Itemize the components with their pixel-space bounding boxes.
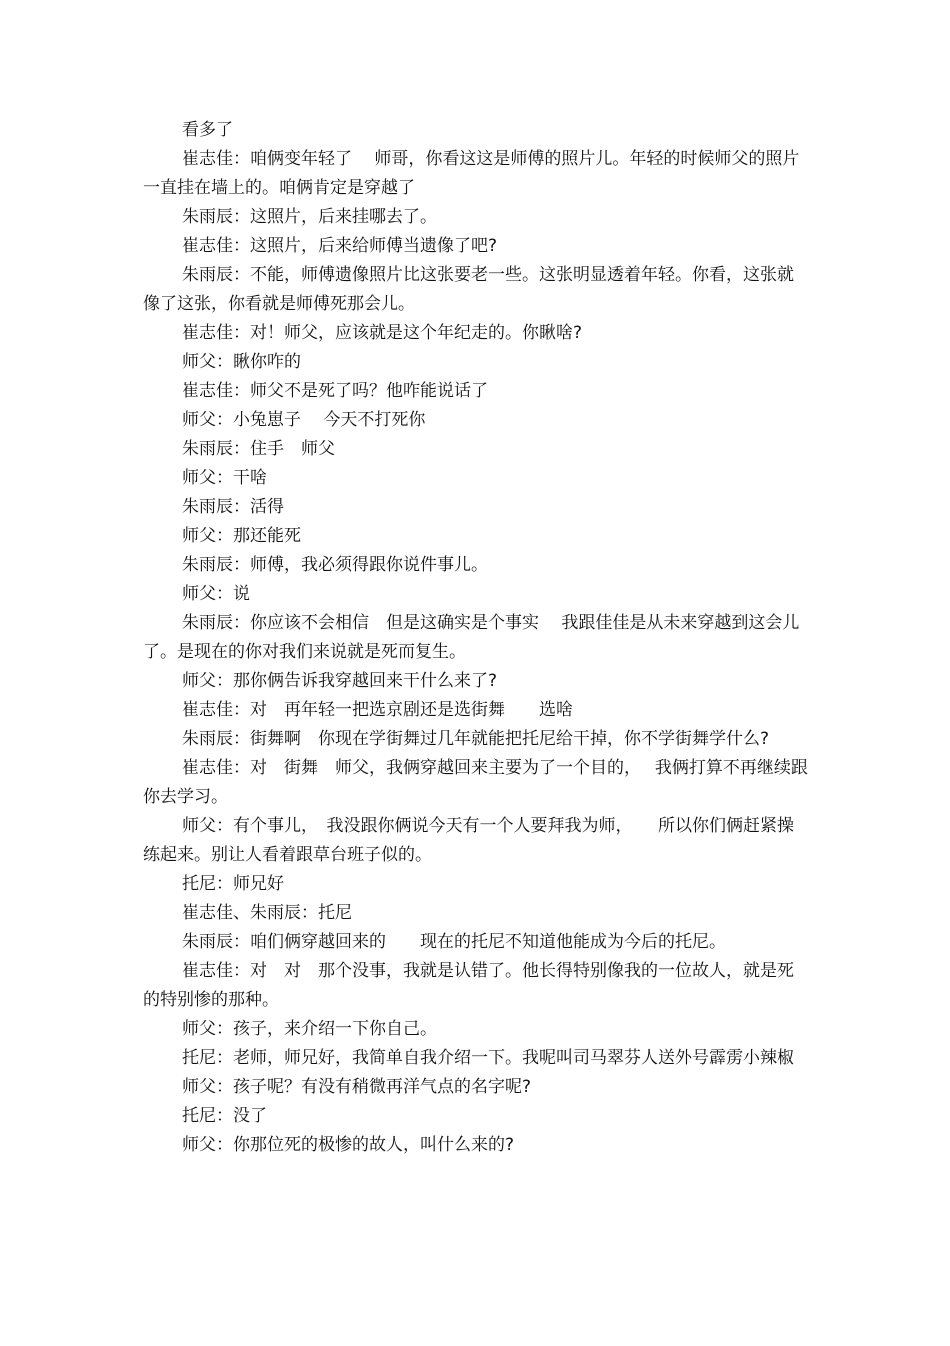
paragraph: 朱雨辰：住手 师父 xyxy=(182,439,335,459)
paragraph: 朱雨辰：不能，师傅遗像照片比这张要老一些。这张明显透着年轻。你看，这张就像了这张，你看就是师傅死那会儿。 xyxy=(143,265,794,314)
paragraph: 师父：那你俩告诉我穿越回来干什么来了? xyxy=(182,671,498,691)
paragraph: 师父：孩子，来介绍一下你自己。 xyxy=(182,1019,437,1039)
paragraph: 朱雨辰：活得 xyxy=(182,497,284,517)
paragraph: 崔志佳：师父不是死了吗？他咋能说话了 xyxy=(182,381,488,401)
paragraph: 看多了 xyxy=(182,120,233,140)
paragraph: 朱雨辰：街舞啊 你现在学街舞过几年就能把托尼给干掉，你不学街舞学什么? xyxy=(182,729,770,749)
paragraph: 师父：说 xyxy=(182,584,250,604)
paragraph: 师父：你那位死的极惨的故人，叫什么来的? xyxy=(182,1135,515,1155)
paragraph: 崔志佳、朱雨辰：托尼 xyxy=(182,903,352,923)
paragraph: 朱雨辰：师傅，我必须得跟你说件事儿。 xyxy=(182,555,488,575)
paragraph: 崔志佳：对 对 那个没事，我就是认错了。他长得特别像我的一位故人，就是死的特别惨的那种。 xyxy=(143,961,794,1010)
paragraph: 师父：孩子呢？有没有稍微再洋气点的名字呢? xyxy=(182,1077,532,1097)
script-text-body xyxy=(143,116,808,1160)
paragraph: 崔志佳：对！师父，应该就是这个年纪走的。你瞅啥? xyxy=(182,323,583,343)
paragraph: 托尼：师兄好 xyxy=(182,874,284,894)
paragraph: 朱雨辰：咱们俩穿越回来的 现在的托尼不知道他能成为今后的托尼。 xyxy=(182,932,726,952)
paragraph: 崔志佳：咱俩变年轻了 师哥，你看这这是师傅的照片儿。年轻的时候师父的照片一直挂在墙上的。咱俩肯定是穿越了 xyxy=(143,149,800,198)
paragraph: 朱雨辰：你应该不会相信 但是这确实是个事实 我跟佳佳是从未来穿越到这会儿了。是现在的你对我们来说就是死而复生。 xyxy=(143,613,800,662)
paragraph: 师父：瞅你咋的 xyxy=(182,352,301,372)
paragraph: 崔志佳：对 街舞 师父，我俩穿越回来主要为了一个目的， 我俩打算不再继续跟你去学习。 xyxy=(143,758,808,807)
paragraph: 师父：干啥 xyxy=(182,468,267,488)
paragraph: 朱雨辰：这照片，后来挂哪去了。 xyxy=(182,207,437,227)
paragraph: 托尼：老师，师兄好，我简单自我介绍一下。我呢叫司马翠芬人送外号霹雳小辣椒 xyxy=(182,1048,794,1068)
paragraph: 师父：小兔崽子 今天不打死你 xyxy=(182,410,426,430)
paragraph: 托尼：没了 xyxy=(182,1106,267,1126)
paragraph: 师父：那还能死 xyxy=(182,526,301,546)
paragraph: 师父：有个事儿， 我没跟你俩说今天有一个人要拜我为师， 所以你们俩赶紧操练起来。别让人看着跟草台班子似的。 xyxy=(143,816,794,865)
paragraph: 崔志佳：对 再年轻一把选京剧还是选街舞 选啥 xyxy=(182,700,573,720)
paragraph: 崔志佳：这照片，后来给师傅当遗像了吧? xyxy=(182,236,498,256)
